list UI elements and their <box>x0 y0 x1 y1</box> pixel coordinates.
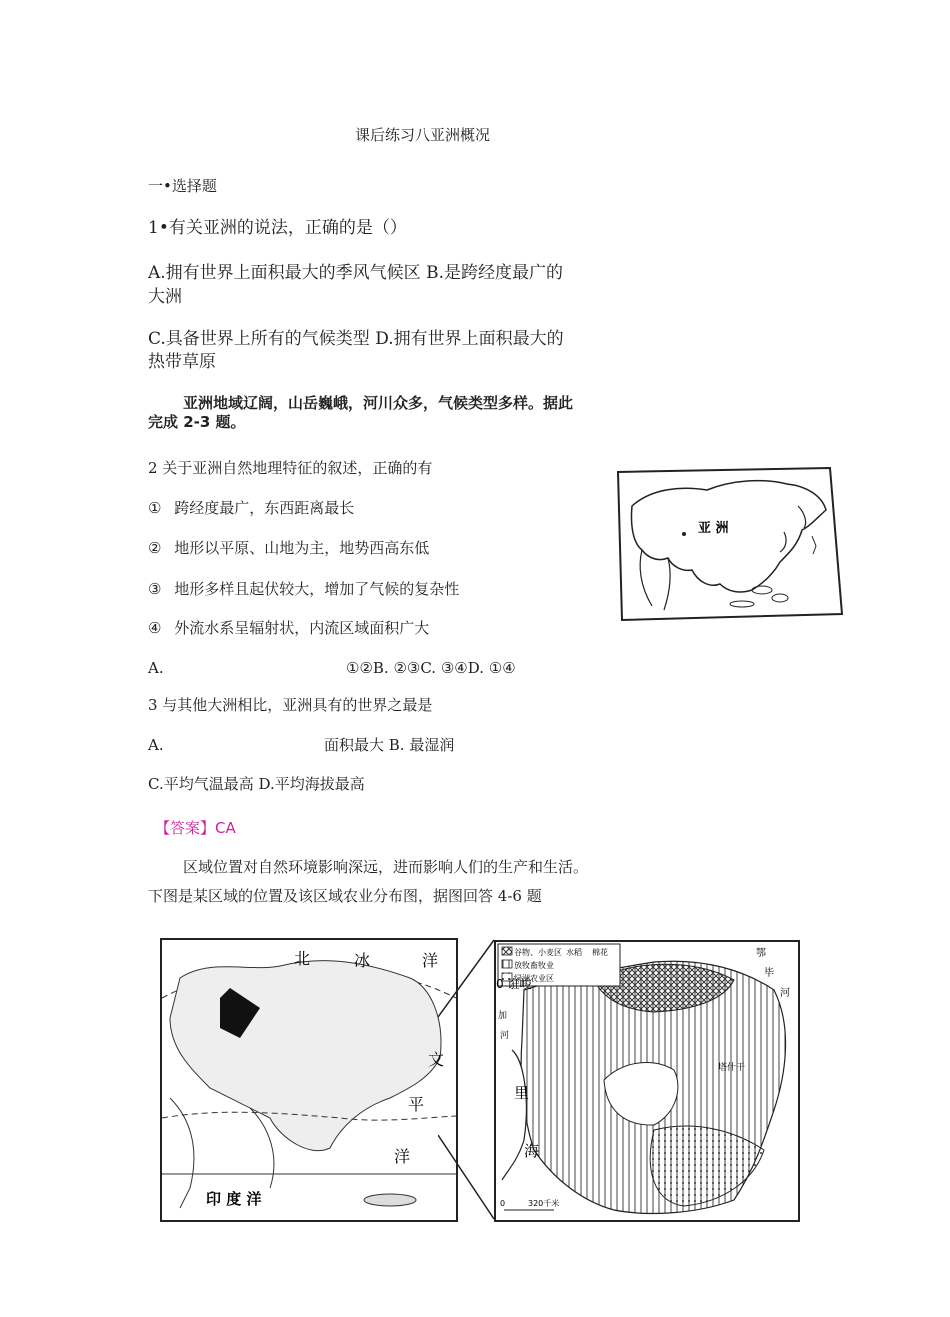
region-label-hai: 海 <box>524 1142 540 1160</box>
section-heading: 一•选择题 <box>148 177 217 195</box>
legend-cotton: 棉花 <box>592 948 608 957</box>
q2-item-2 <box>148 538 429 558</box>
q2-item-num: ② <box>148 539 162 557</box>
region-label-river-he: 河 <box>500 1031 510 1041</box>
q2-item-text: 跨经度最广，东西距离最长 <box>174 499 355 517</box>
locator-label-north: 北 <box>294 949 311 968</box>
legend-grain: 谷物、小麦区 <box>514 948 562 957</box>
locator-map <box>160 938 458 1222</box>
q2-item-3 <box>148 579 459 599</box>
q3-options-ab: 面积最大 B. 最湿润 <box>324 736 455 754</box>
legend-rice: 水稻 <box>566 948 582 957</box>
q1-options-ab-cont: 大洲 <box>148 287 182 307</box>
answer-label: 【答案】 <box>155 819 216 837</box>
q3-stem: 3 与其他大洲相比，亚洲具有的世界之最是 <box>148 696 433 714</box>
q3-options-cd: C.平均气温最高 D.平均海拔最高 <box>148 775 365 793</box>
answer <box>155 818 236 838</box>
locator-label-indian-ocean: 印 度 洋 <box>206 1190 262 1208</box>
locator-label-ocean2: 洋 <box>394 1147 411 1166</box>
page-title: 课后练习八亚洲概况 <box>355 126 491 144</box>
region-label-e: 鄂 <box>756 948 766 959</box>
answer-value: CA <box>215 819 236 837</box>
q2-item-num: ④ <box>148 619 162 637</box>
locator-label-ocean1: 洋 <box>422 951 439 970</box>
region-label-pass: 0 诳峻 <box>496 977 532 991</box>
intro-4-6-cont: 下图是某区域的位置及该区域农业分布图，据图回答 4-6 题 <box>148 887 542 905</box>
scale-label: 320千米 <box>528 1199 560 1208</box>
locator-label-wen: 文 <box>428 1050 445 1069</box>
q1-options-cd: C.具备世界上所有的气候类型 D.拥有世界上面积最大的 <box>148 329 564 349</box>
asia-map <box>612 466 852 626</box>
q2-item-text: 地形多样且起伏较大，增加了气候的复杂性 <box>174 580 460 598</box>
q3-option-a: A. <box>148 736 164 754</box>
region-label-river-jia: 加 <box>498 1011 508 1021</box>
locator-label-ping: 平 <box>408 1095 425 1114</box>
legend-oasis: 绿洲农业区 <box>514 974 554 983</box>
locator-label-ice: 冰 <box>354 951 371 970</box>
q2-item-num: ① <box>148 499 162 517</box>
scale-zero: 0 <box>500 1199 506 1208</box>
region-map <box>494 940 800 1222</box>
intro-2-3: 亚洲地域辽阔，山岳巍峨，河川众多，气候类型多样。据此 <box>183 394 574 412</box>
q2-item-text: 地形以平原、山地为主，地势西高东低 <box>174 539 430 557</box>
q2-stem: 2 关于亚洲自然地理特征的叙述，正确的有 <box>148 459 433 477</box>
region-label-bi: 毕 <box>764 968 774 979</box>
intro-2-3-cont: 完成 2-3 题。 <box>148 413 246 431</box>
region-label-li: 里 <box>514 1084 530 1102</box>
region-label-he2: 河 <box>780 988 790 999</box>
q1-options-cd-cont: 热带草原 <box>148 352 216 372</box>
q2-item-1 <box>148 498 354 518</box>
connector-lines <box>438 935 498 1225</box>
region-label-city: 塔什干 <box>718 1063 746 1073</box>
q2-item-text: 外流水系呈辐射状，内流区域面积广大 <box>174 619 430 637</box>
q2-option-a: A. <box>148 659 164 677</box>
q1-stem: 1•有关亚洲的说法，正确的是（） <box>148 218 407 238</box>
intro-4-6: 区域位置对自然环境影响深远，进而影响人们的生产和生活。 <box>183 858 589 876</box>
q1-options-ab: A.拥有世界上面积最大的季风气候区 B.是跨经度最广的 <box>148 263 563 283</box>
q2-item-4 <box>148 618 429 638</box>
asia-map-label: 亚 洲 <box>698 521 729 536</box>
q2-item-num: ③ <box>148 580 162 598</box>
q2-options: ①②B. ②③C. ③④D. ①④ <box>346 659 516 677</box>
legend-pasture: 放牧畜牧业 <box>514 961 554 970</box>
